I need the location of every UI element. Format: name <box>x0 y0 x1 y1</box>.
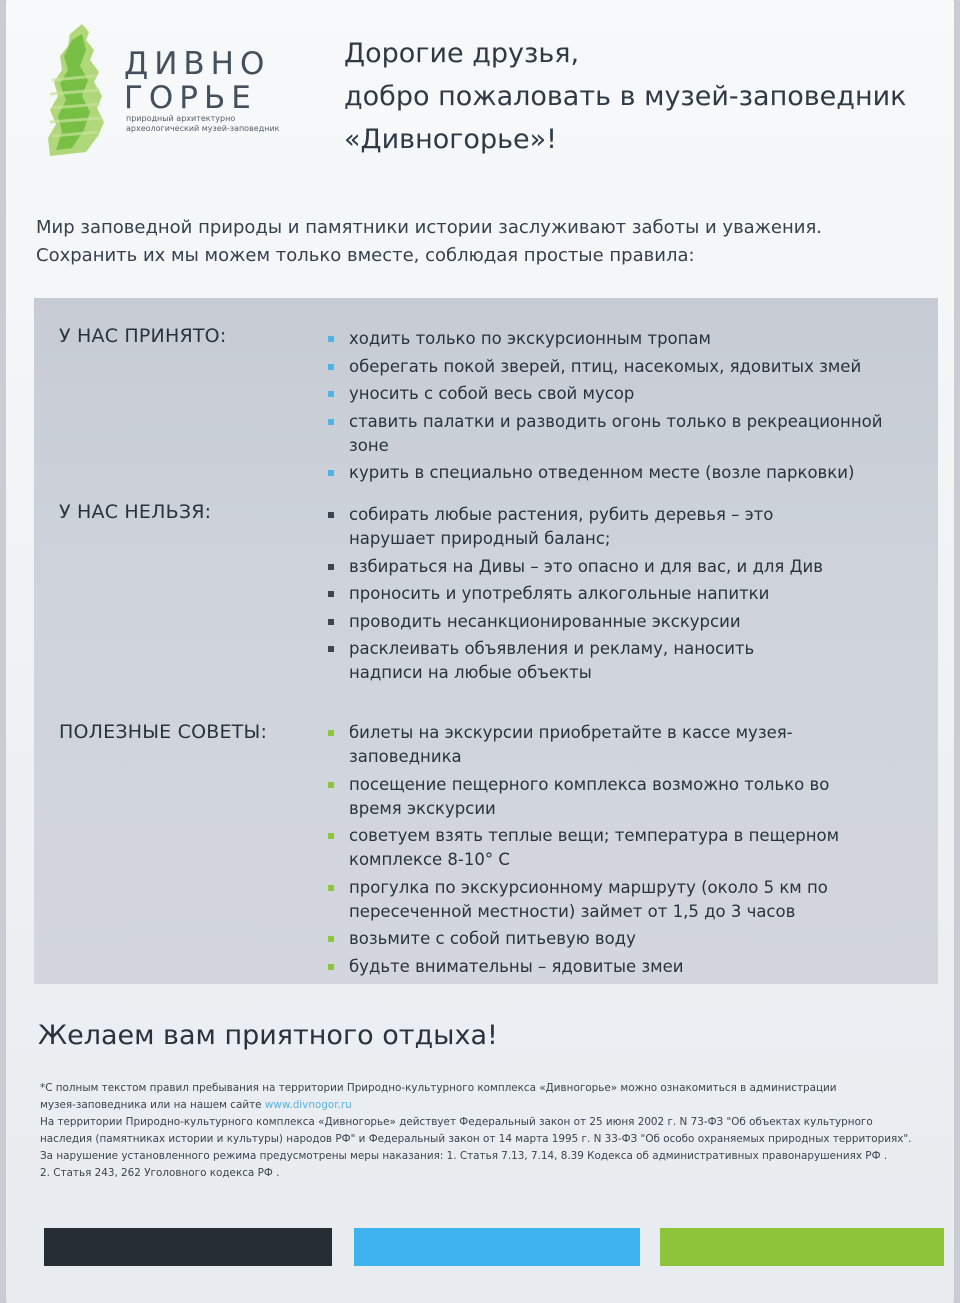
green-tree-logo-icon <box>42 20 122 160</box>
closing-wish: Желаем вам приятного отдыха! <box>38 1020 498 1051</box>
list-item-text: будьте внимательны – ядовитые змеи <box>349 956 684 976</box>
list-item-text: билеты на экскурсии приобретайте в кассе музея-заповедника <box>349 723 793 766</box>
list-item <box>326 555 826 579</box>
footnote-line5: За нарушение установленного режима предусмотрены меры наказания: 1. Статья 7.13, 7.14, 8.39 Кодекса об административных правонарушениях РФ . <box>40 1150 888 1162</box>
logo-title-line1: ДИВНО <box>124 46 271 82</box>
list-item <box>326 610 826 634</box>
dark-square-bullet-icon <box>328 591 334 597</box>
blue-square-bullet-icon <box>328 419 334 425</box>
list-item <box>326 824 886 872</box>
list-item-text: уносить с собой весь свой мусор <box>349 384 635 403</box>
rules-panel <box>34 298 938 984</box>
green-square-bullet-icon <box>328 964 334 970</box>
blue-square-bullet-icon <box>328 470 334 476</box>
list-item-text: проносить и употреблять алкогольные напитки <box>349 584 770 603</box>
welcome-heading <box>344 32 934 161</box>
list-item-text: собирать любые растения, рубить деревья – это нарушает природный баланс; <box>349 505 774 548</box>
logo-subtitle <box>126 114 306 134</box>
footnote-line4: наследия (памятниках истории и культуры) народов РФ" и Федеральный закон от 14 марта 1995 г. N 33-ФЗ "Об особо охраняемых природных территориях". <box>40 1133 912 1145</box>
tips-title: ПОЛЕЗНЫЕ СОВЕТЫ: <box>59 721 268 743</box>
footnote-line3: На территории Природно-культурного комплекса «Дивногорье» действует Федеральный закон от 25 июня 2002 г. N 73-ФЗ "Об объектах культурного <box>40 1116 873 1128</box>
welcome-line2: добро пожаловать в музей-заповедник <box>344 81 907 112</box>
green-square-bullet-icon <box>328 833 334 839</box>
intro-text <box>36 214 936 270</box>
dark-color-bar <box>44 1228 332 1266</box>
list-item-text: ходить только по экскурсионным тропам <box>349 329 711 348</box>
green-square-bullet-icon <box>328 885 334 891</box>
list-item <box>326 503 826 551</box>
list-item-text: оберегать покой зверей, птиц, насекомых, ядовитых змей <box>349 356 862 376</box>
list-item <box>326 721 886 769</box>
list-item-text: возьмите с собой питьевую воду <box>349 929 636 948</box>
logo-subtitle-line1: природный архитектурно <box>126 114 236 123</box>
list-item <box>326 327 926 351</box>
welcome-line1: Дорогие друзья, <box>344 38 580 69</box>
list-item <box>326 773 886 821</box>
allowed-list <box>326 327 926 489</box>
forbidden-list <box>326 503 826 689</box>
list-item-text: прогулка по экскурсионному маршруту (около 5 км по пересеченной местности) займет от 1,5 до 3 часов <box>349 877 828 921</box>
list-item-text: ставить палатки и разводить огонь только в рекреационной зоне <box>349 411 883 455</box>
footnote-line6: 2. Статья 243, 262 Уголовного кодекса РФ . <box>40 1167 280 1179</box>
footnote <box>40 1080 945 1182</box>
list-item <box>326 582 826 606</box>
list-item <box>326 876 886 924</box>
forbidden-title: У НАС НЕЛЬЗЯ: <box>59 501 212 523</box>
footnote-line2 <box>40 1097 945 1114</box>
list-item-text: посещение пещерного комплекса возможно только во время экскурсии <box>349 774 830 818</box>
list-item-text: советуем взять теплые вещи; температура в пещерном комплексе 8-10° С <box>349 826 840 869</box>
list-item <box>326 461 926 485</box>
notice-board <box>6 0 954 1303</box>
list-item <box>326 927 886 951</box>
blue-square-bullet-icon <box>328 364 334 370</box>
green-square-bullet-icon <box>328 936 334 942</box>
list-item-text: взбираться на Дивы – это опасно и для вас, и для Див <box>349 556 823 576</box>
list-item <box>326 410 926 458</box>
dark-square-bullet-icon <box>328 564 334 570</box>
intro-line2: Сохранить их мы можем только вместе, соблюдая простые правила: <box>36 245 695 266</box>
list-item-text: расклеивать объявления и рекламу, наносить надписи на любые объекты <box>349 639 755 682</box>
tips-list <box>326 721 886 982</box>
list-item <box>326 382 926 406</box>
list-item <box>326 955 886 979</box>
museum-logo <box>42 20 302 160</box>
footnote-line1: *С полным текстом правил пребывания на территории Природно-культурного комплекса «Дивногорье» можно ознакомиться в администрации <box>40 1082 837 1094</box>
allowed-title: У НАС ПРИНЯТО: <box>59 325 227 347</box>
website-link[interactable]: www.divnogor.ru <box>264 1099 352 1111</box>
footnote-line2-text: музея-заповедника или на нашем сайте <box>40 1099 262 1111</box>
welcome-line3: «Дивногорье»! <box>344 124 557 155</box>
list-item <box>326 355 926 379</box>
list-item-text: проводить несанкционированные экскурсии <box>349 611 741 631</box>
logo-title-line2: ГОРЬЕ <box>124 80 257 116</box>
green-square-bullet-icon <box>328 782 334 788</box>
list-item-text: курить в специально отведенном месте (возле парковки) <box>349 463 855 482</box>
blue-color-bar <box>354 1228 640 1266</box>
dark-square-bullet-icon <box>328 646 334 652</box>
list-item <box>326 637 826 685</box>
blue-square-bullet-icon <box>328 391 334 397</box>
dark-square-bullet-icon <box>328 619 334 625</box>
intro-line1: Мир заповедной природы и памятники истории заслуживают заботы и уважения. <box>36 217 823 238</box>
dark-square-bullet-icon <box>328 512 334 518</box>
green-color-bar <box>660 1228 944 1266</box>
logo-subtitle-line2: археологический музей-заповедник <box>126 124 280 133</box>
blue-square-bullet-icon <box>328 336 334 342</box>
green-square-bullet-icon <box>328 730 334 736</box>
